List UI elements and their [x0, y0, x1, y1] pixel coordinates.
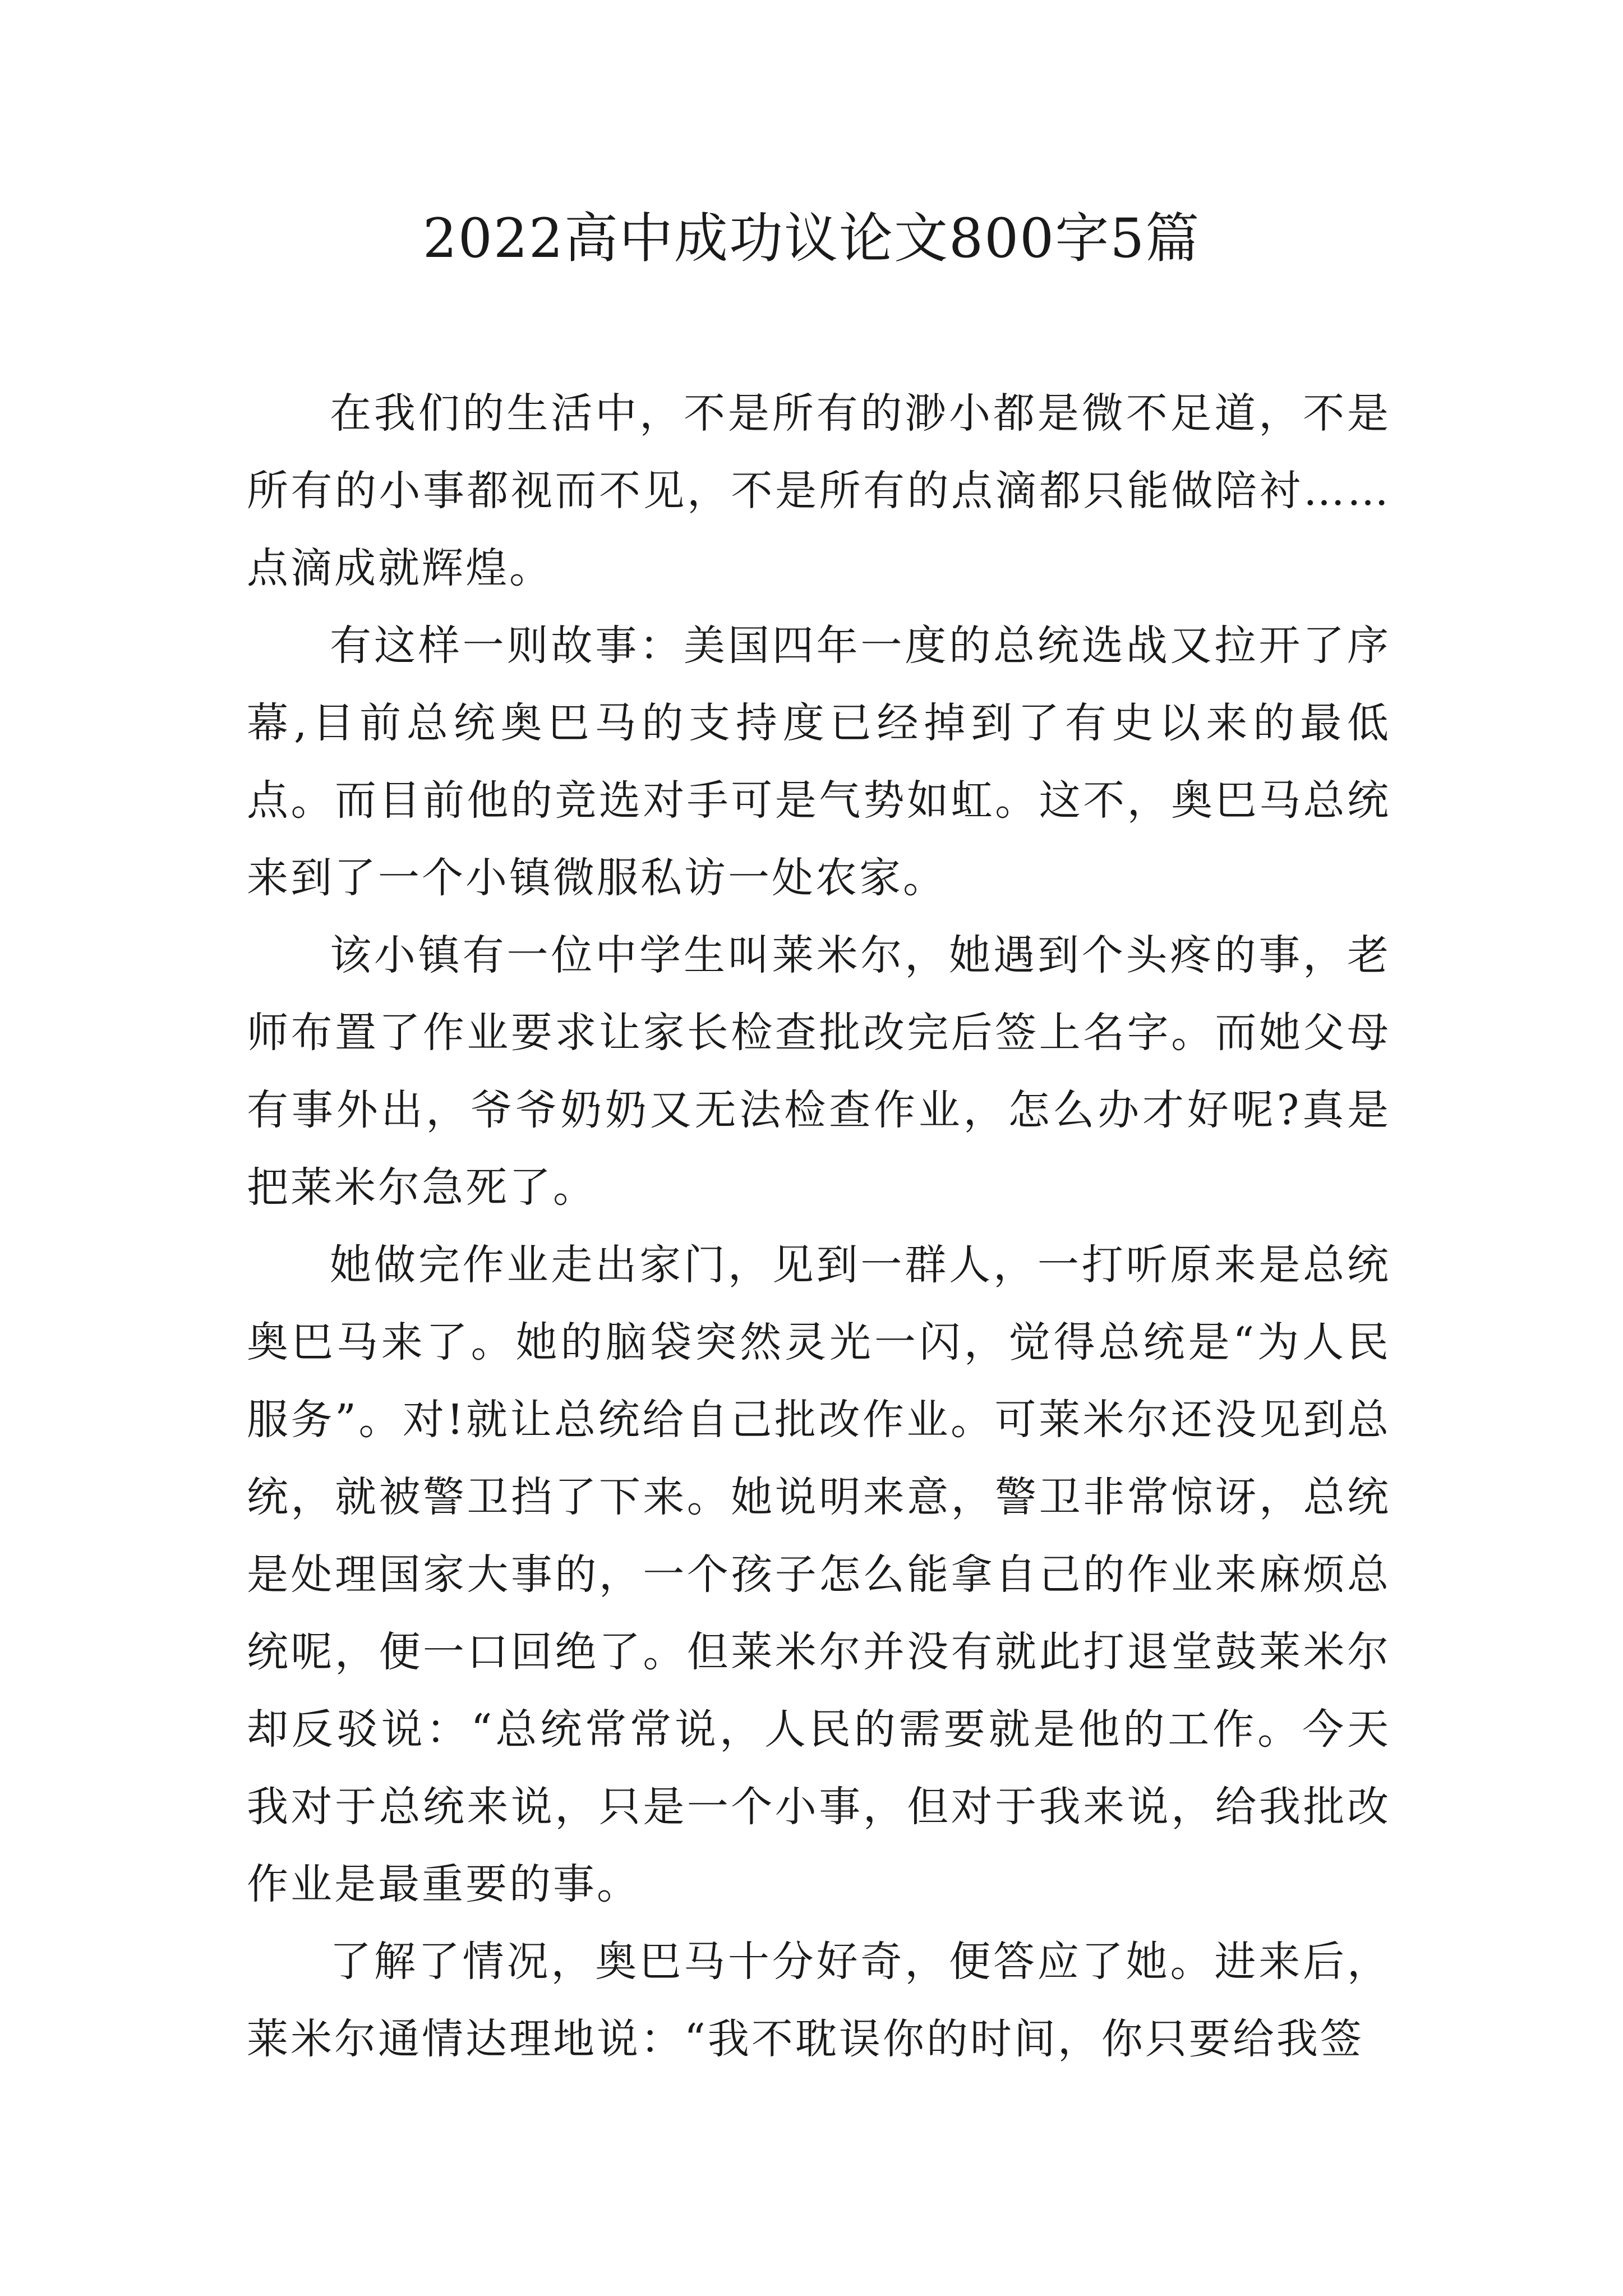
document-title: 2022高中成功议论文800字5篇: [422, 207, 1201, 270]
paragraph: 该小镇有一位中学生叫莱米尔，她遇到个头疼的事，老师布置了作业要求让家长检查批改完后签上名字。而她父母有事外出，爷爷奶奶又无法检查作业，怎么办才好呢?真是把莱米尔急死了。: [247, 931, 1391, 1212]
document-body: [247, 375, 1391, 2078]
paragraph: 在我们的生活中，不是所有的渺小都是微不足道，不是所有的小事都视而不见，不是所有的点滴都只能做陪衬……点滴成就辉煌。: [247, 389, 1391, 592]
paragraph: 她做完作业走出家门，见到一群人，一打听原来是总统奥巴马来了。她的脑袋突然灵光一闪，觉得总统是“为人民服务”。对!就让总统给自己批改作业。可莱米尔还没见到总统，就被警卫挡了下来。她说明来意，警卫非常惊讶，总统是处理国家大事的，一个孩子怎么能拿自己的作业来麻烦总统呢，便一口回绝了。但莱米尔并没有就此打退堂鼓莱米尔却反驳说：“总统常常说，人民的需要就是他的工作。今天我对于总统来说，只是一个小事，但对于我来说，给我批改作业是最重要的事。: [247, 1241, 1391, 1908]
paragraph: 有这样一则故事：美国四年一度的总统选战又拉开了序幕,目前总统奥巴马的支持度已经掉到了有史以来的最低点。而目前他的竞选对手可是气势如虹。这不，奥巴马总统来到了一个小镇微服私访一处农家。: [247, 622, 1391, 902]
paragraph: 了解了情况，奥巴马十分好奇，便答应了她。进来后，莱米尔通情达理地说：“我不耽误你的时间，你只要给我签: [247, 1938, 1391, 2063]
